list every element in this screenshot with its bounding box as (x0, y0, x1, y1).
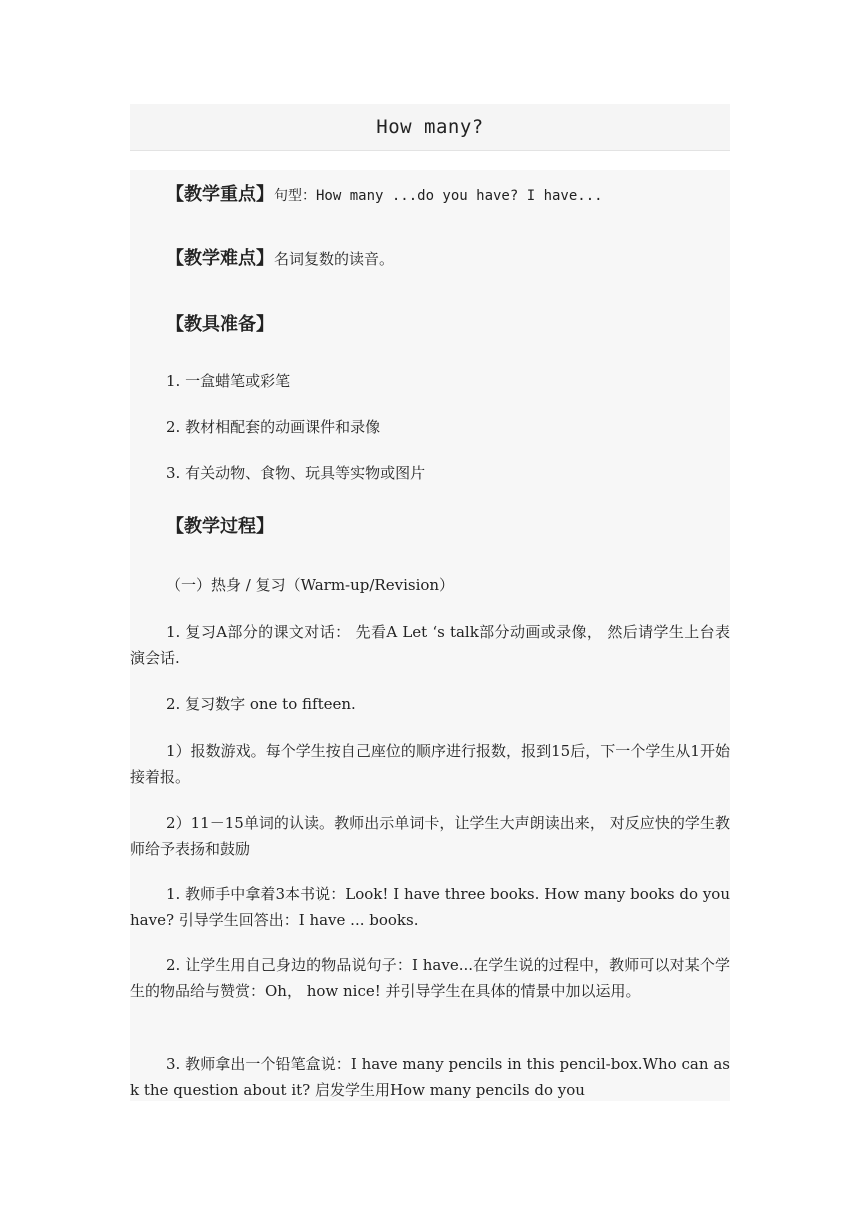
page-title: How many? (376, 116, 484, 138)
paragraph: 1）报数游戏。每个学生按自己座位的顺序进行报数，报到15后，下一个学生从1开始接着报。 (130, 742, 730, 786)
section-heading: （一）热身 / 复习（Warm-up/Revision） (166, 576, 455, 594)
process-heading (130, 513, 730, 541)
materials-item: 2. 教材相配套的动画课件和录像 (166, 418, 381, 436)
materials-item: 1. 一盒蜡笔或彩笔 (166, 372, 291, 390)
paragraph: 1. 复习A部分的课文对话： 先看A Let ‘s talk部分动画或录像， 然后请学生上台表演会话. (130, 623, 730, 667)
key-points-text: 句型：How many ...do you have? I have... (274, 188, 603, 204)
key-points-heading (130, 181, 730, 210)
key-points-label: 【教学重点】 (166, 184, 274, 205)
process-label: 【教学过程】 (166, 516, 274, 537)
materials-heading (130, 311, 730, 339)
difficulty-heading (130, 245, 730, 273)
document-body (130, 170, 730, 1101)
paragraph: 2）11－15单词的认读。教师出示单词卡，让学生大声朗读出来， 对反应快的学生教师给予表扬和鼓励 (130, 814, 730, 858)
paragraph: 2. 让学生用自己身边的物品说句子：I have...在学生说的过程中，教师可以对某个学生的物品给与赞赏：Oh， how nice! 并引导学生在具体的情景中加以运用。 (130, 956, 730, 1000)
materials-label: 【教具准备】 (166, 314, 274, 335)
title-bar (130, 104, 730, 151)
materials-item: 3. 有关动物、食物、玩具等实物或图片 (166, 464, 426, 482)
paragraph: 2. 复习数字 one to fifteen. (166, 695, 356, 713)
paragraph: 1. 教师手中拿着3本书说：Look! I have three books. How many books do you have? 引导学生回答出：I have ... books. (130, 885, 730, 929)
difficulty-label: 【教学难点】 (166, 248, 274, 269)
paragraph: 3. 教师拿出一个铅笔盒说：I have many pencils in this pencil-box.Who can ask the question about it? 启发学生用How many pencils do you (130, 1055, 730, 1099)
difficulty-text: 名词复数的读音。 (274, 250, 395, 268)
